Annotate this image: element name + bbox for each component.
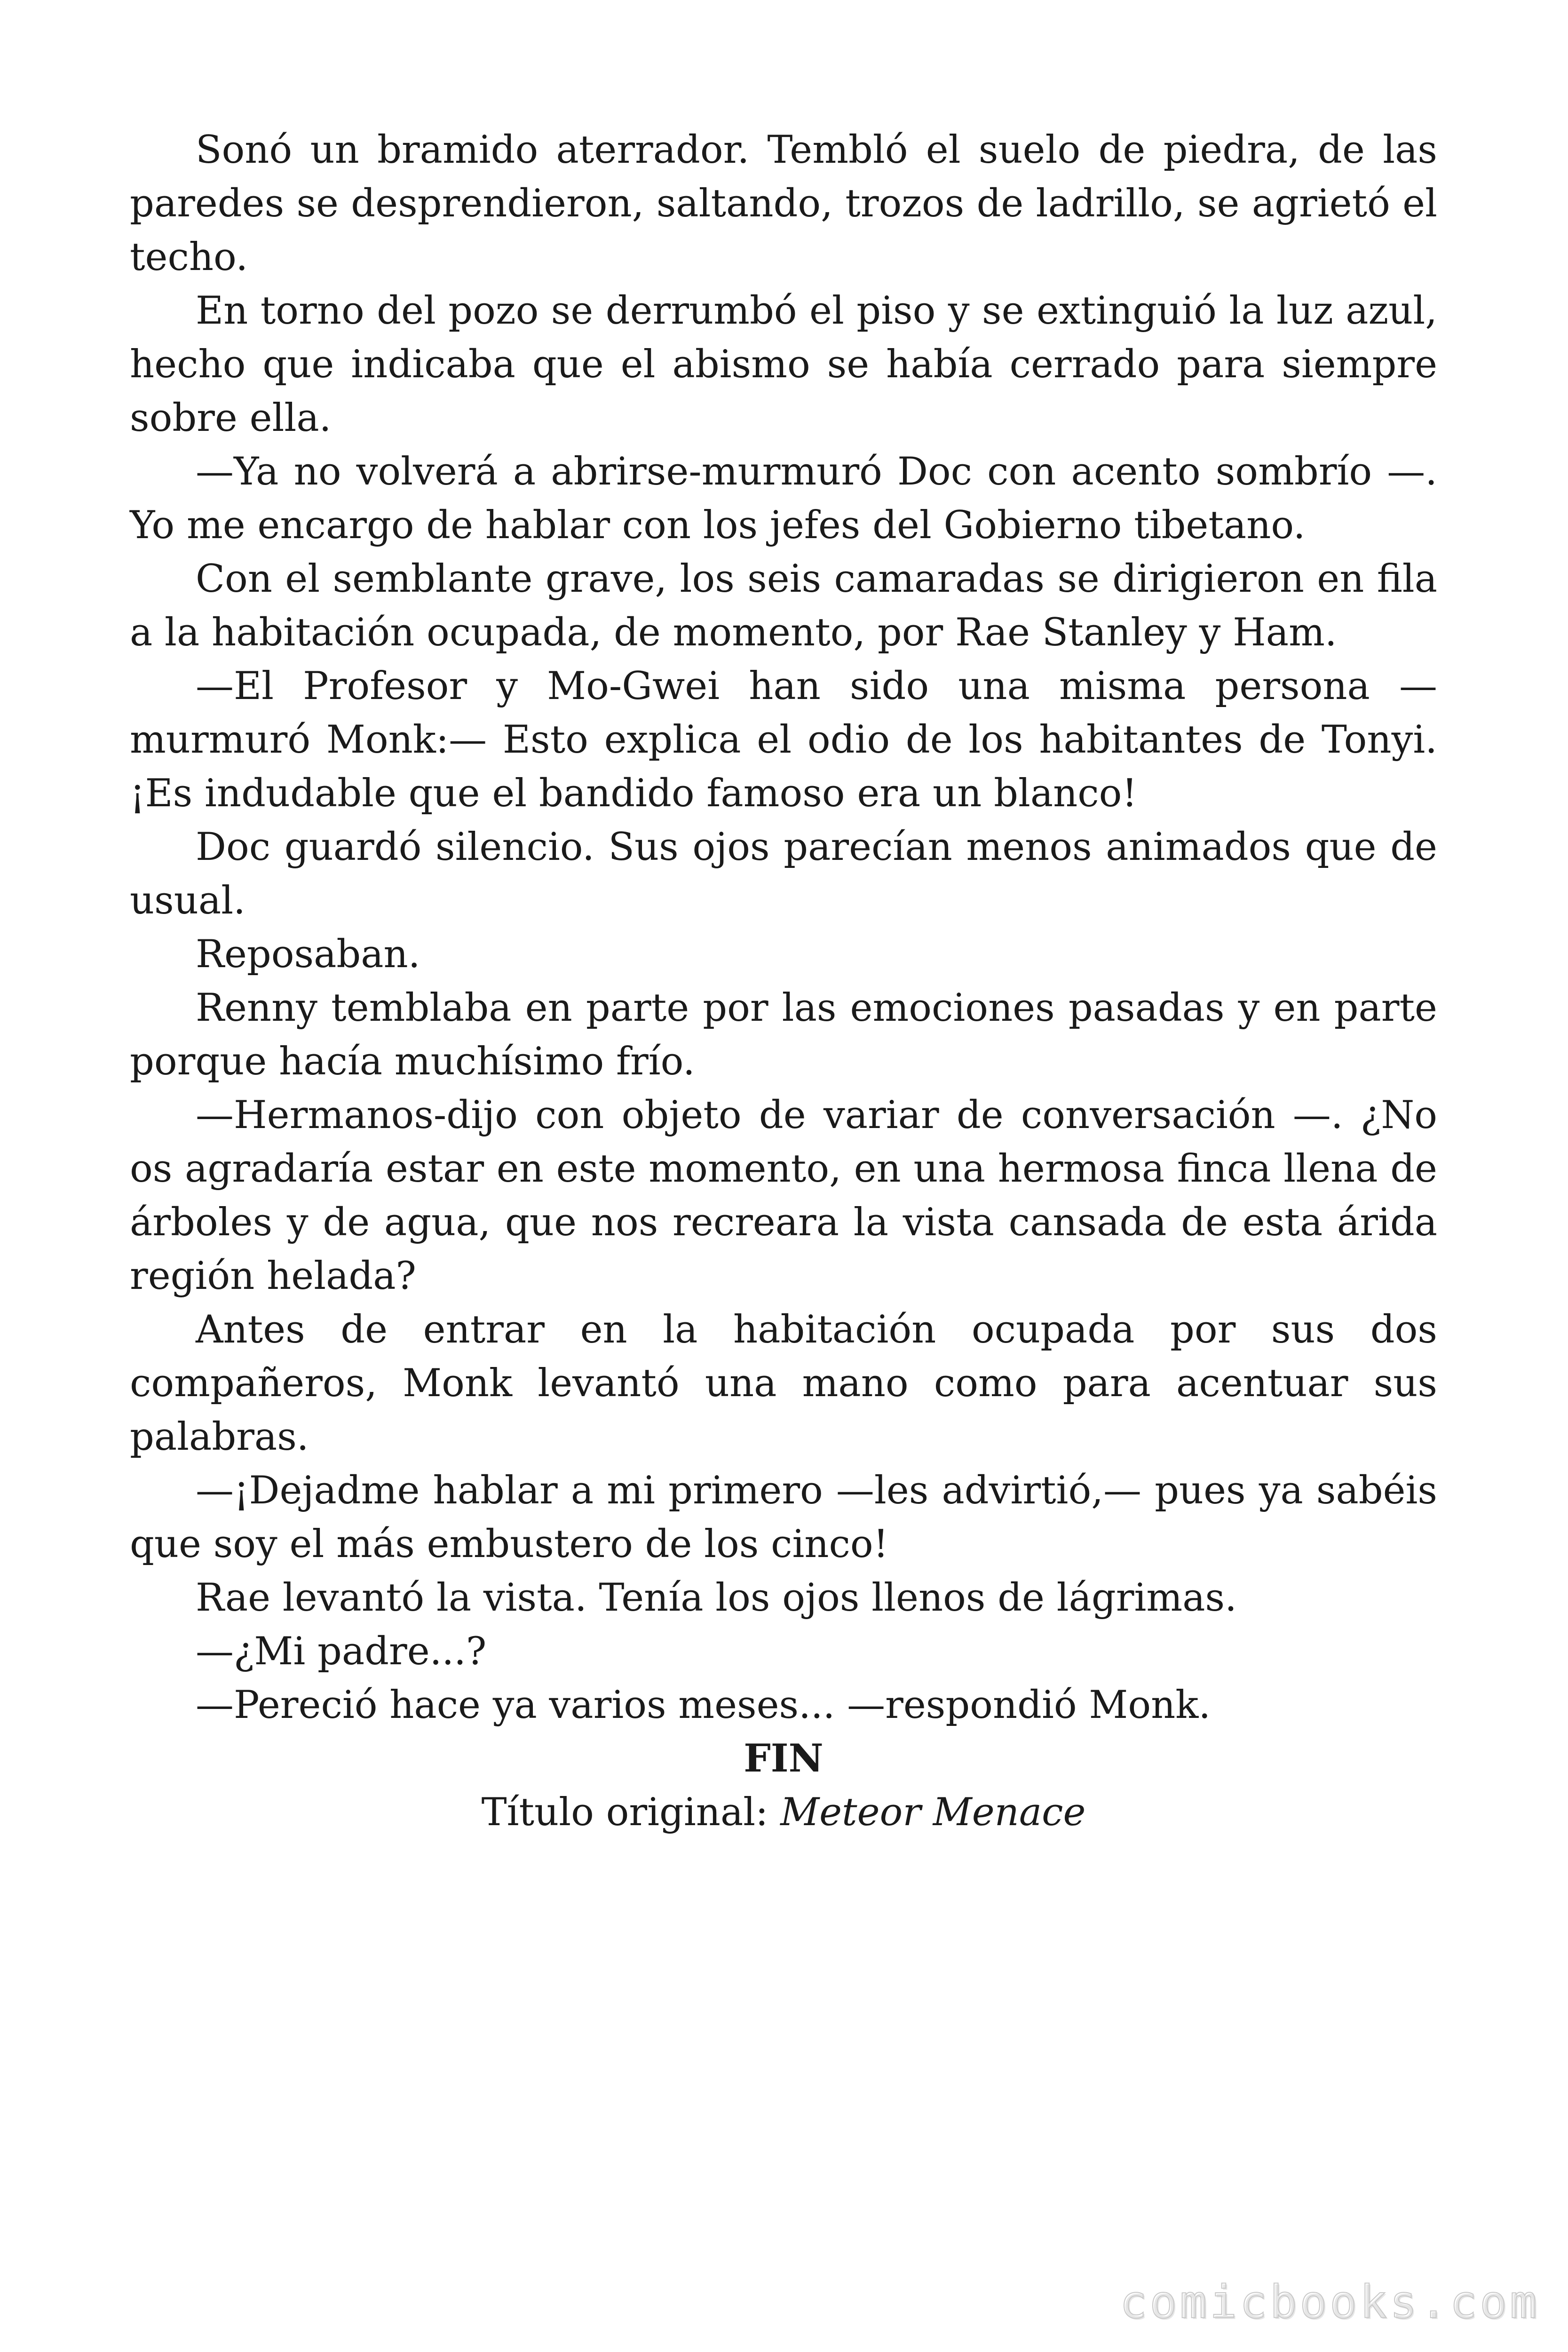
paragraph: Renny temblaba en parte por las emociones pasadas y en parte porque hacía muchísimo frío.	[130, 986, 1437, 1084]
paragraph: —Hermanos-dijo con objeto de variar de conversación —. ¿No os agradaría estar en este momento, en una hermosa finca llena de árboles y de agua, que nos recreara la vista cansada de esta árida región helada?	[130, 1093, 1437, 1298]
paragraph: —Ya no volverá a abrirse-murmuró Doc con acento sombrío —. Yo me encargo de hablar con los jefes del Gobierno tibetano.	[130, 450, 1437, 548]
paragraph: Con el semblante grave, los seis camaradas se dirigieron en fila a la habitación ocupada, de momento, por Rae Stanley y Ham.	[130, 557, 1437, 655]
original-title: Meteor Menace	[780, 1790, 1086, 1835]
watermark-logo: comicbooks.com	[1119, 2276, 1540, 2328]
paragraph: —El Profesor y Mo-Gwei han sido una misma persona —murmuró Monk:— Esto explica el odio de los habitantes de Tonyi. ¡Es indudable que el bandido famoso era un blanco!	[130, 664, 1437, 816]
paragraph: Rae levantó la vista. Tenía los ojos llenos de lágrimas.	[196, 1576, 1237, 1620]
paragraph: Reposaban.	[196, 932, 420, 977]
original-title-line	[130, 1786, 1437, 1839]
page-body	[130, 123, 1437, 1839]
fin-heading: FIN	[744, 1736, 824, 1781]
paragraph: —¿Mi padre...?	[196, 1629, 487, 1674]
paragraph: —¡Dejadme hablar a mi primero —les advirtió,— pues ya sabéis que soy el más embustero de los cinco!	[130, 1469, 1437, 1566]
paragraph: Doc guardó silencio. Sus ojos parecían menos animados que de usual.	[130, 825, 1437, 923]
original-title-label: Título original:	[481, 1790, 781, 1835]
paragraph: En torno del pozo se derrumbó el piso y se extinguió la luz azul, hecho que indicaba que el abismo se había cerrado para siempre sobre ella.	[130, 289, 1437, 440]
paragraph: Antes de entrar en la habitación ocupada por sus dos compañeros, Monk levantó una mano como para acentuar sus palabras.	[130, 1308, 1437, 1459]
paragraph: —Pereció hace ya varios meses... —respondió Monk.	[196, 1683, 1211, 1727]
paragraph: Sonó un bramido aterrador. Tembló el suelo de piedra, de las paredes se desprendieron, saltando, trozos de ladrillo, se agrietó el techo.	[130, 128, 1437, 279]
